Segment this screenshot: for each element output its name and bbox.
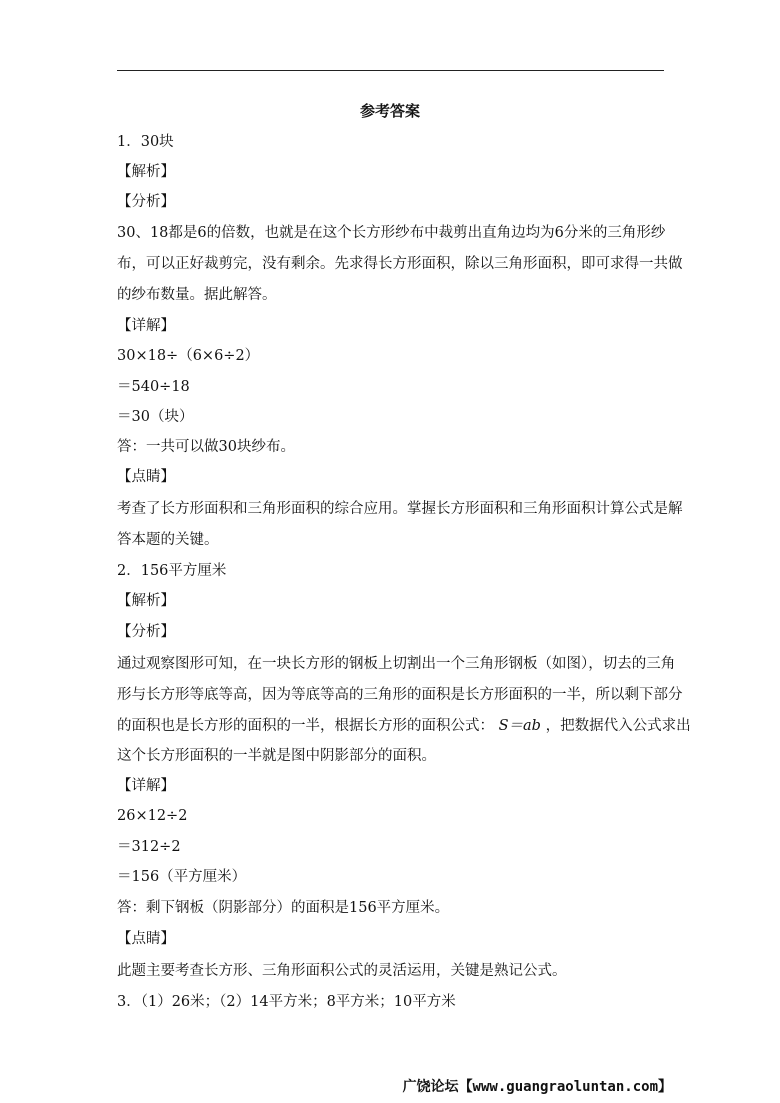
q1-tag-fenxi: 【分析】 — [117, 194, 175, 210]
q1-tag-analysis: 【解析】 — [117, 164, 175, 180]
q1-tag-comment: 【点睛】 — [117, 469, 175, 485]
q1-step: 30×18÷（6×6÷2） — [117, 348, 260, 364]
q1-step: ＝30（块） — [117, 409, 194, 425]
q2-fenxi-line: 通过观察图形可知，在一块长方形的钢板上切割出一个三角形钢板（如图），切去的三角 — [117, 656, 676, 672]
q2-fenxi-text: ，把数据代入公式求出 — [545, 718, 691, 734]
q2-tag-detail: 【详解】 — [117, 778, 175, 794]
q2-answer: 2．156平方厘米 — [117, 563, 227, 579]
q2-step: 26×12÷2 — [117, 808, 188, 824]
q1-step: ＝540÷18 — [117, 379, 190, 395]
q2-tag-comment: 【点睛】 — [117, 931, 175, 947]
q2-fenxi-line: 这个长方形面积的一半就是图中阴影部分的面积。 — [117, 748, 436, 764]
q2-fenxi-line: 形与长方形等底等高，因为等底等高的三角形的面积是长方形面积的一半，所以剩下部分 — [117, 687, 683, 703]
q1-fenxi-line: 30、18都是6的倍数，也就是在这个长方形纱布中裁剪出直角边均为6分米的三角形纱 — [117, 225, 666, 241]
q1-comment-line: 答本题的关键。 — [117, 532, 219, 548]
q2-fenxi-text: 的面积也是长方形的面积的一半，根据长方形的面积公式： — [117, 718, 494, 734]
page-title: 参考答案 — [359, 102, 420, 120]
q1-reply: 答：一共可以做30块纱布。 — [117, 439, 295, 455]
q1-tag-detail: 【详解】 — [117, 318, 175, 334]
q1-fenxi-line: 的纱布数量。据此解答。 — [117, 287, 277, 303]
q2-step: ＝312÷2 — [117, 839, 181, 855]
q2-comment-line: 此题主要考查长方形、三角形面积公式的灵活运用，关键是熟记公式。 — [117, 963, 567, 979]
q2-reply: 答：剩下钢板（阴影部分）的面积是156平方厘米。 — [117, 900, 450, 916]
q2-step: ＝156（平方厘米） — [117, 869, 247, 885]
header-rule — [117, 70, 664, 71]
q1-comment-line: 考查了长方形面积和三角形面积的综合应用。掌握长方形面积和三角形面积计算公式是解 — [117, 501, 683, 517]
footer-url: 【www.guangraoluntan.com】 — [458, 1079, 672, 1095]
footer-site-name: 广饶论坛 — [402, 1079, 459, 1095]
q2-tag-fenxi: 【分析】 — [117, 624, 175, 640]
footer-watermark — [403, 1076, 672, 1096]
q3-answer: 3．（1）26米；（2）14平方米；8平方米；10平方米 — [117, 994, 456, 1010]
q2-fenxi-line-with-formula — [117, 716, 691, 736]
area-formula: S＝ab — [498, 718, 541, 734]
q1-fenxi-line: 布，可以正好裁剪完，没有剩余。先求得长方形面积，除以三角形面积，即可求得一共做 — [117, 256, 683, 272]
q1-answer: 1．30块 — [117, 134, 174, 150]
q2-tag-analysis: 【解析】 — [117, 593, 175, 609]
